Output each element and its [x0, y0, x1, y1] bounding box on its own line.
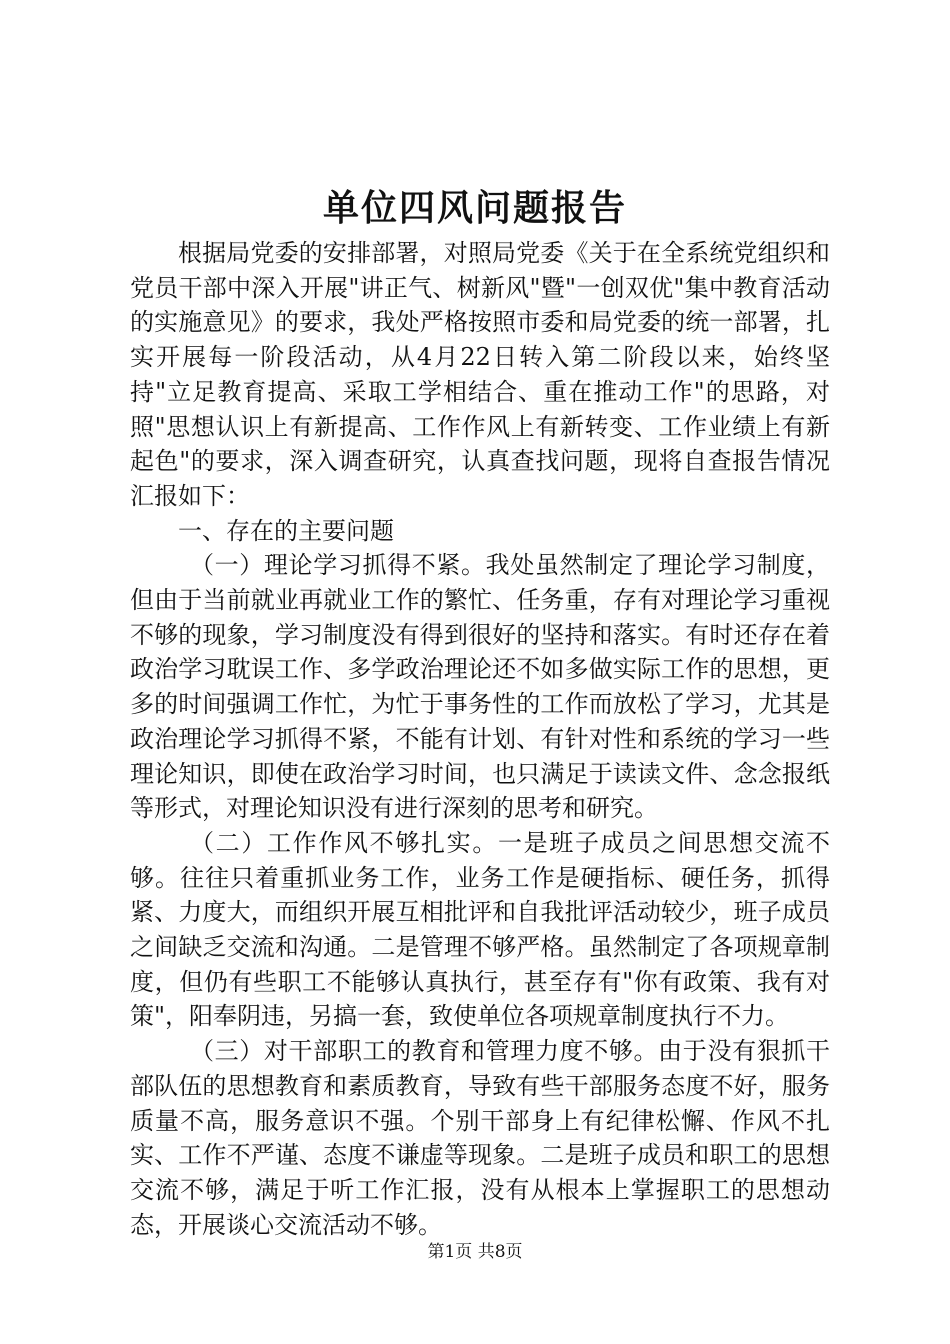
- section-heading: 一、存在的主要问题: [178, 516, 394, 545]
- problem-paragraph-1: （一）理论学习抓得不紧。我处虽然制定了理论学习制度，但由于当前就业再就业工作的繁忙、任务重，存有对理论学习重视不够的现象，学习制度没有得到很好的坚持和落实。有时还存在着政治学习耽误工作、多学政治理论还不如多做实际工作的思想，更多的时间强调工作忙，为忙于事务性的工作而放松了学习，尤其是政治理论学习抓得不紧，不能有计划、有针对性和系统的学习一些理论知识，即使在政治学习时间，也只满足于读读文件、念念报纸等形式，对理论知识没有进行深刻的思考和研究。: [130, 551, 830, 823]
- document-title: 单位四风问题报告: [322, 187, 627, 229]
- page-number: 第1页 共8页: [427, 1242, 523, 1262]
- document-body: [130, 236, 830, 1242]
- intro-paragraph: 根据局党委的安排部署，对照局党委《关于在全系统党组织和党员干部中深入开展"讲正气、树新风"暨"一创双优"集中教育活动的实施意见》的要求，我处严格按照市委和局党委的统一部署，扎实开展每一阶段活动，从4月22日转入第二阶段以来，始终坚持"立足教育提高、采取工学相结合、重在推动工作"的思路，对照"思想认识上有新提高、工作作风上有新转变、工作业绩上有新起色"的要求，深入调查研究，认真查找问题，现将自查报告情况汇报如下：: [130, 239, 830, 510]
- problem-paragraph-2: （二）工作作风不够扎实。一是班子成员之间思想交流不够。往往只着重抓业务工作，业务工作是硬指标、硬任务，抓得紧、力度大，而组织开展互相批评和自我批评活动较少，班子成员之间缺乏交流和沟通。二是管理不够严格。虽然制定了各项规章制度，但仍有些职工不能够认真执行，甚至存有"你有政策、我有对策"，阳奉阴违，另搞一套，致使单位各项规章制度执行不力。: [130, 828, 830, 1031]
- problem-paragraph-3: （三）对干部职工的教育和管理力度不够。由于没有狠抓干部队伍的思想教育和素质教育，导致有些干部服务态度不好，服务质量不高，服务意识不强。个别干部身上有纪律松懈、作风不扎实、工作不严谨、态度不谦虚等现象。二是班子成员和职工的思想交流不够，满足于听工作汇报，没有从根本上掌握职工的思想动态，开展谈心交流活动不够。: [130, 1037, 830, 1239]
